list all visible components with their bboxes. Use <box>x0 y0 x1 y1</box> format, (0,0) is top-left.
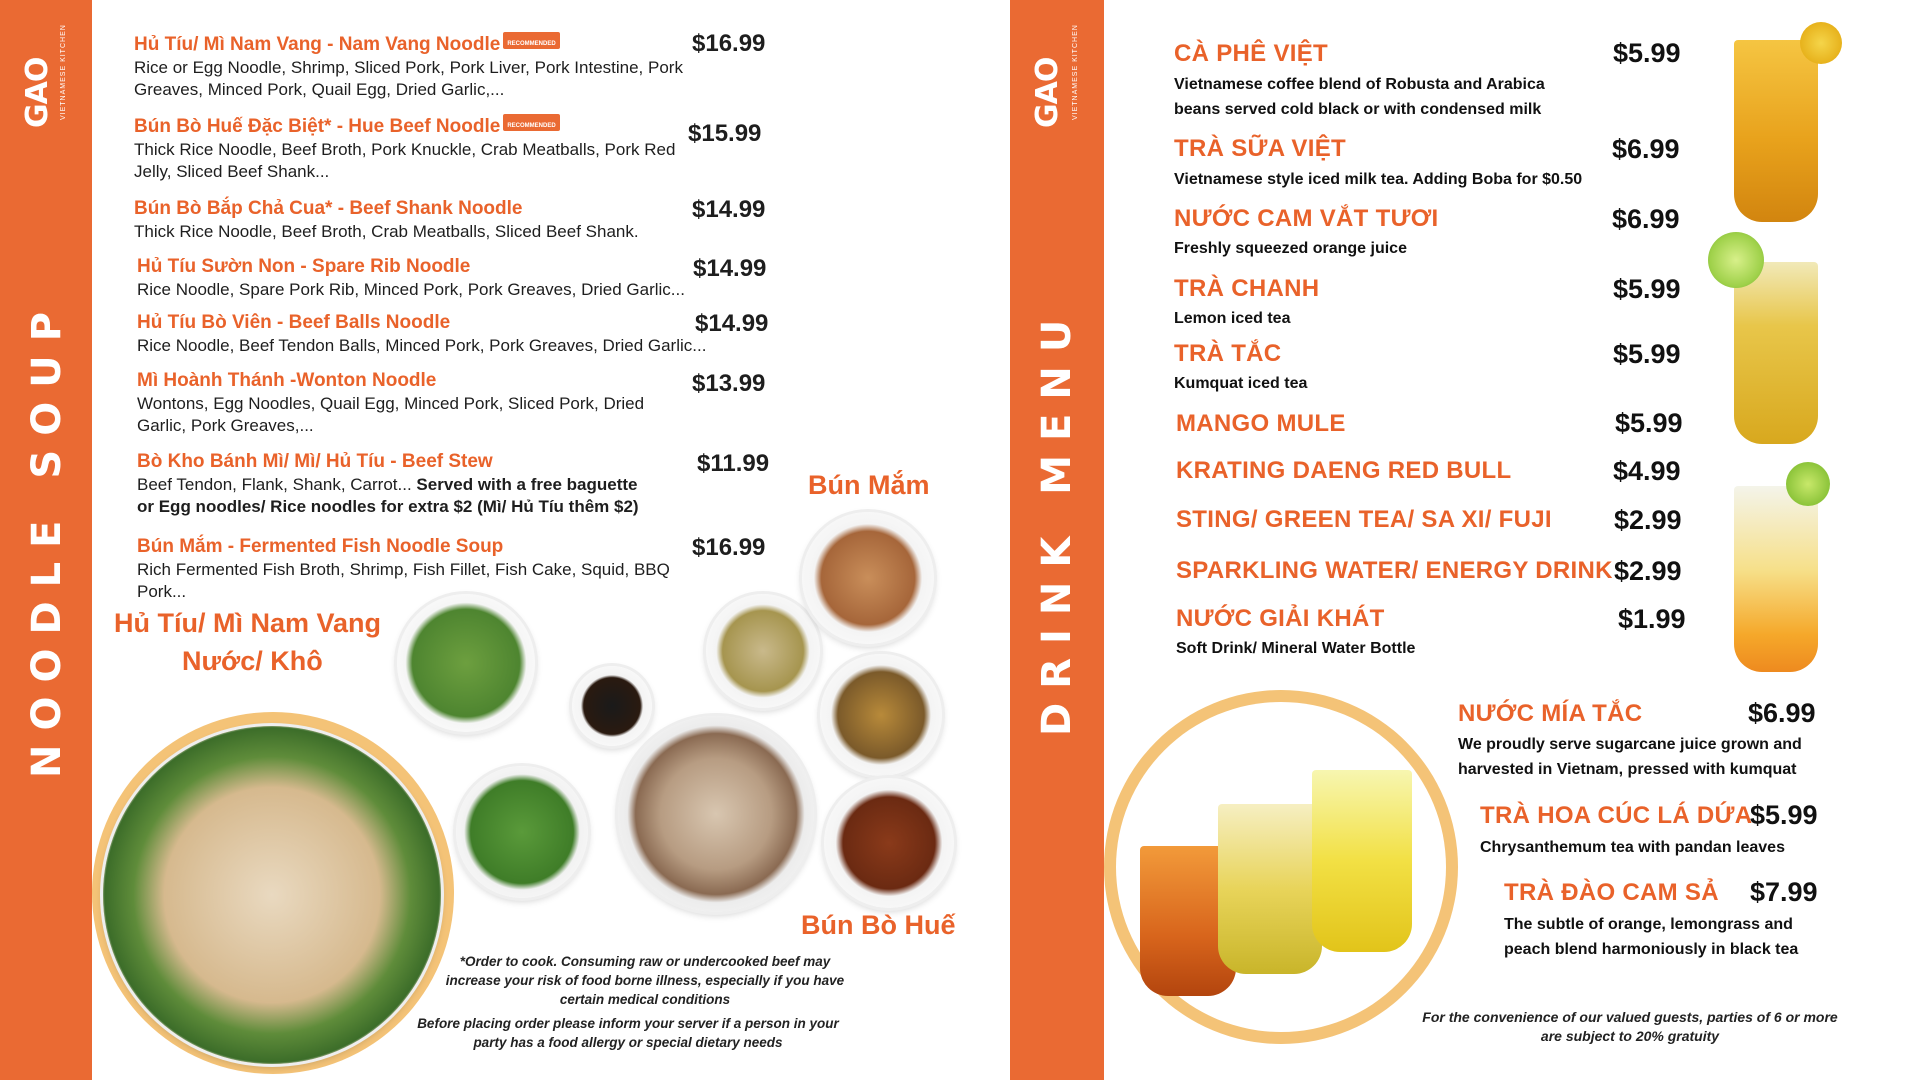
drink-price: $5.99 <box>1613 38 1681 68</box>
dry-noodle-bowl-photo <box>618 716 814 912</box>
drink-name: TRÀ TẮC <box>1174 340 1282 367</box>
recommended-badge: RECOMMENDED <box>503 114 559 131</box>
noodle-price: $14.99 <box>693 255 767 282</box>
special-desc: The subtle of orange, lemongrass and <box>1504 916 1793 933</box>
noodle-name: Bún Bò Bắp Chả Cua* - Beef Shank Noodle <box>134 198 523 219</box>
recommended-badge: RECOMMENDED <box>503 32 559 49</box>
drink-desc: beans served cold black or with condensed milk <box>1174 101 1542 118</box>
noodle-desc: Thick Rice Noodle, Beef Broth, Crab Meatballs, Sliced Beef Shank. <box>134 222 639 241</box>
drink-name: MANGO MULE <box>1176 410 1346 437</box>
bun-mam-bowl-photo <box>802 512 934 644</box>
special-desc: We proudly serve sugarcane juice grown and <box>1458 736 1802 753</box>
noodle-name: Mì Hoành Thánh -Wonton Noodle <box>137 370 437 391</box>
special-name: TRÀ ĐÀO CAM SẢ <box>1504 879 1719 906</box>
noodle-price: $16.99 <box>692 534 766 561</box>
noodle-desc: Thick Rice Noodle, Beef Broth, Pork Knuckle, Crab Meatballs, Pork Red Jelly, Sliced Beef Shank... <box>134 140 676 181</box>
orange-slice-photo <box>1800 22 1842 64</box>
noodle-item-nam-vang <box>134 34 704 101</box>
special-desc: peach blend harmoniously in black tea <box>1504 941 1799 958</box>
drink-price: $1.99 <box>1618 604 1686 634</box>
noodle-name: Hủ Tíu/ Mì Nam Vang - Nam Vang Noodle <box>134 34 501 55</box>
brand-subtitle-right: VIETNAMESE KITCHEN <box>1072 24 1079 120</box>
noodle-desc: Rice Noodle, Beef Tendon Balls, Minced Pork, Pork Greaves, Dried Garlic... <box>137 336 707 355</box>
noodle-price: $11.99 <box>697 450 770 477</box>
drink-name: TRÀ CHANH <box>1174 275 1320 302</box>
brand-logo-left: GAO <box>20 57 55 128</box>
drink-price: $5.99 <box>1615 408 1683 438</box>
crispy-topping-bowl-photo <box>820 654 942 776</box>
order-to-cook-note: *Order to cook. Consuming raw or undercooked beef may increase your risk of food borne illness, especially if you have certain medical conditions <box>445 954 845 1007</box>
noodle-item-spare-rib <box>137 256 707 301</box>
noodle-side-bowl-photo <box>706 594 820 708</box>
noodle-item-beef-stew <box>137 451 657 518</box>
gratuity-note: For the convenience of our valued guests, parties of 6 or more are subject to 20% gratuity <box>1422 1009 1838 1044</box>
drink-name: SPARKLING WATER/ ENERGY DRINK <box>1176 557 1613 584</box>
herbs-plate-photo <box>397 594 535 732</box>
drink-price: $2.99 <box>1614 556 1682 586</box>
noodle-name: Hủ Tíu Sườn Non - Spare Rib Noodle <box>137 256 471 277</box>
drink-name: CÀ PHÊ VIỆT <box>1174 40 1328 67</box>
noodle-name: Hủ Tíu Bò Viên - Beef Balls Noodle <box>137 312 451 333</box>
noodle-name: Bún Mắm - Fermented Fish Noodle Soup <box>137 536 504 557</box>
sauce-dish-photo <box>572 666 652 746</box>
coffee-glass-photo <box>1734 40 1818 222</box>
noodle-desc: Rich Fermented Fish Broth, Shrimp, Fish Fillet, Fish Cake, Squid, BBQ Pork... <box>137 560 670 601</box>
bun-bo-hue-bowl-photo <box>824 778 954 908</box>
label-nam-vang-type: Nước/ Khô <box>182 646 323 676</box>
special-desc: harvested in Vietnam, pressed with kumquat <box>1458 761 1797 778</box>
noodle-price: $14.99 <box>695 310 769 337</box>
lime-garnish-photo <box>1786 462 1830 506</box>
drink-name: NƯỚC GIẢI KHÁT <box>1176 605 1385 632</box>
special-price: $6.99 <box>1748 698 1816 728</box>
mango-mule-glass-photo <box>1734 486 1818 672</box>
drink-desc: Lemon iced tea <box>1174 310 1291 327</box>
chrysanthemum-tea-glass-photo <box>1218 804 1322 974</box>
special-name: NƯỚC MÍA TẮC <box>1458 700 1643 727</box>
noodle-item-wonton <box>137 370 677 437</box>
brand-logo-right: GAO <box>1030 57 1065 128</box>
noodle-price: $13.99 <box>692 370 766 397</box>
drink-desc: Freshly squeezed orange juice <box>1174 240 1407 257</box>
lime-slice-photo <box>1708 232 1764 288</box>
label-bun-bo-hue: Bún Bò Huế <box>801 910 956 940</box>
noodle-desc: Beef Tendon, Flank, Shank, Carrot... <box>137 475 417 494</box>
drink-desc: Kumquat iced tea <box>1174 375 1308 392</box>
label-nam-vang: Hủ Tíu/ Mì Nam Vang <box>114 608 382 638</box>
nam-vang-bowl-photo <box>103 726 441 1064</box>
sugarcane-glass-photo <box>1312 770 1412 952</box>
drink-name: TRÀ SỮA VIỆT <box>1174 135 1346 162</box>
noodle-desc-bold: Served with a free baguette or Egg noodles/ Rice noodles for extra $2 (Mì/ Hủ Tíu thêm $2) <box>137 475 639 516</box>
noodle-desc: Wontons, Egg Noodles, Quail Egg, Minced Pork, Sliced Pork, Dried Garlic, Pork Greaves,... <box>137 394 645 435</box>
drink-desc: Soft Drink/ Mineral Water Bottle <box>1176 640 1416 657</box>
drink-price: $6.99 <box>1612 134 1680 164</box>
drink-name: STING/ GREEN TEA/ SA XI/ FUJI <box>1176 506 1552 533</box>
lemon-tea-glass-photo <box>1734 262 1818 444</box>
allergy-note: Before placing order please inform your server if a person in your party has a food allergy or special dietary needs <box>417 1016 839 1050</box>
drink-price: $5.99 <box>1613 274 1681 304</box>
noodle-item-bun-bo-hue <box>134 116 704 183</box>
noodle-desc: Rice Noodle, Spare Pork Rib, Minced Pork, Pork Greaves, Dried Garlic... <box>137 280 685 299</box>
noodle-desc: Rice or Egg Noodle, Shrimp, Sliced Pork, Pork Liver, Pork Intestine, Pork Greaves, Minced Pork, Quail Egg, Dried Garlic,... <box>134 58 683 99</box>
brand-subtitle-left: VIETNAMESE KITCHEN <box>60 24 67 120</box>
noodle-name: Bò Kho Bánh Mì/ Mì/ Hủ Tíu - Beef Stew <box>137 451 493 472</box>
special-price: $5.99 <box>1750 800 1818 830</box>
noodle-item-beef-balls <box>137 312 707 357</box>
section-title-drink: DRINK MENU <box>1034 305 1080 736</box>
drink-price: $2.99 <box>1614 505 1682 535</box>
drink-desc: Vietnamese coffee blend of Robusta and Arabica <box>1174 76 1545 93</box>
noodle-price: $14.99 <box>692 196 766 223</box>
drink-desc: Vietnamese style iced milk tea. Adding Boba for $0.50 <box>1174 171 1583 188</box>
special-name: TRÀ HOA CÚC LÁ DỨA <box>1480 802 1753 829</box>
noodle-price: $16.99 <box>692 30 766 57</box>
noodle-item-beef-shank <box>134 198 704 243</box>
noodle-price: $15.99 <box>688 120 762 147</box>
label-bun-mam: Bún Mắm <box>808 470 930 500</box>
scallion-bowl-photo <box>456 766 588 898</box>
drink-name: NƯỚC CAM VẮT TƯƠI <box>1174 205 1439 232</box>
section-title-noodle: NOODLE SOUP <box>24 297 70 778</box>
noodle-item-bun-mam <box>137 536 707 603</box>
noodle-name: Bún Bò Huế Đặc Biệt* - Hue Beef Noodle <box>134 116 501 137</box>
drink-name: KRATING DAENG RED BULL <box>1176 457 1512 484</box>
special-desc: Chrysanthemum tea with pandan leaves <box>1480 839 1785 856</box>
drink-price: $4.99 <box>1613 456 1681 486</box>
drink-price: $6.99 <box>1612 204 1680 234</box>
special-price: $7.99 <box>1750 877 1818 907</box>
drink-price: $5.99 <box>1613 339 1681 369</box>
